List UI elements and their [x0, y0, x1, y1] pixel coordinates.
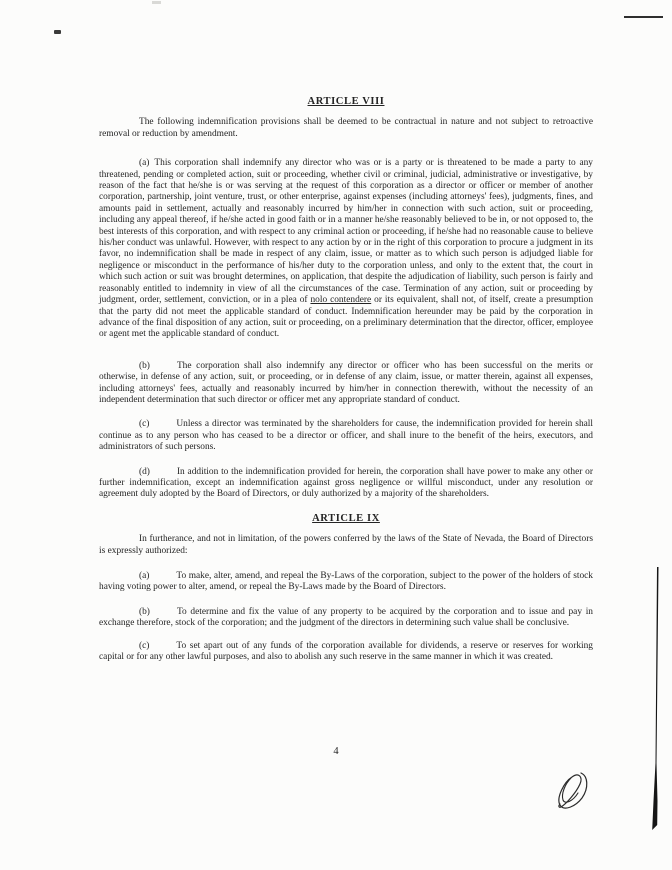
item-d-text: In addition to the indemnification provided for herein, the corporation shall have power to make any other or further indemnification, except an indemnification against gross negligence or willful misconduct, under any resolution or agreement duly adopted by the Board of Directors, or duly authorized by a majority of the shareholders.	[99, 466, 593, 500]
item-ix-a-text: To make, alter, amend, and repeal the By-Laws of the corporation, subject to the power of the holders of stock having voting power to alter, amend, or repeal the By-Laws made by the Board of Directors.	[99, 571, 593, 593]
item-c-text: Unless a director was terminated by the shareholders for cause, the indemnification provided for herein shall continue as to any person who has ceased to be a director or officer, and shall inure to the benefit of the heirs, executors, and administrators of such persons.	[99, 419, 593, 453]
item-b-text: The corporation shall also indemnify any director or officer who has been successful on the merits or otherwise, in defense of any action, suit, or proceeding, or in defense of any claim, issue, or matter therein, against all expenses, including attorneys' fees, actually and reasonably incurred by him/her in connection therewith, without the necessity of an independent determination that such director or officer met any appropriate standard of conduct.	[99, 360, 593, 405]
item-ix-b-text: To determine and fix the value of any property to be acquired by the corporation and to issue and pay in exchange therefore, stock of the corporation; and the judgment of the directors in determining such value shall be conclusive.	[99, 606, 593, 629]
item-label-d: (d)	[139, 466, 150, 477]
scan-artifact-smudge	[152, 1, 161, 4]
nolo-contendere-term: nolo contendere	[310, 295, 372, 306]
document-content	[99, 96, 593, 676]
page-number: 4	[333, 746, 339, 757]
item-label-ix-a: (a)	[139, 571, 150, 581]
article-ix-item-c	[99, 641, 593, 664]
article-viii-item-c	[99, 419, 593, 453]
item-label-c: (c)	[139, 419, 150, 430]
article-ix-item-b	[99, 607, 593, 630]
item-label-a: (a)	[139, 158, 150, 169]
item-ix-c-text: To set apart out of any funds of the corporation available for dividends, a reserve or reserves for working capital or for any other lawful purposes, and also to abolish any such reserve in the same manner in which it was created.	[99, 640, 593, 663]
handwritten-initials	[551, 767, 595, 817]
article-viii-heading: ARTICLE VIII	[307, 96, 385, 107]
item-a-text: This corporation shall indemnify any director who was or is a party or is threatened to be made a party to any threatened, pending or completed action, suit or proceeding, whether civil or criminal, judicial, administrative or investigative, by reason of the fact that he/she is or was serving at the request of this corporation as a director or officer or member of another corporation, partnership, joint venture, trust, or other enterprise, against expenses (including attorneys' fees), judgments, fines, and amounts paid in settlement, actually and reasonably incurred by him/her in connection with such action, suit or proceeding, including any appeal thereof, if he/she acted in good faith or in a manner he/she reasonably believed to be in, or not opposed to, the best interests of this corporation, and with respect to any criminal action or proceeding, if he/she had no reasonable cause to believe his/her conduct was unlawful. However, with respect to any action by or in the right of this corporation to procure a judgment in its favor, no indemnification shall be made in respect of any claim, issue, or matter as to which such person is adjudged liable for negligence or misconduct in the performance of his/her duty to the corporation unless, and only to the extent that, the court in which such action or suit was brought determines, on application, that despite the adjudication of liability, such person is fairly and reasonably entitled to indemnity in view of all the circumstances of the case. Termination of any action, suit or proceeding by judgment, order, settlement, conviction, or in a plea of	[99, 158, 593, 306]
item-a-text-continued: or its equivalent, shall not, of itself, create a presumption that the party did not meet the applicable standard of conduct. Indemnification hereunder may be paid by the corporation in advance of the final disposition of any action, suit or proceeding, on a preliminary determination that the director, officer, employee or agent met the applicable standard of conduct.	[99, 295, 594, 340]
article-ix-intro: In furtherance, and not in limitation, of the powers conferred by the laws of the State of Nevada, the Board of Directors is expressly authorized:	[99, 534, 593, 556]
article-viii-intro: The following indemnification provisions shall be deemed to be contractual in nature and not subject to retroactive removal or reduction by amendment.	[99, 117, 593, 139]
scan-artifact-edge-bar	[649, 567, 661, 833]
article-viii-item-b	[99, 361, 593, 407]
scan-artifact-top-line	[624, 16, 663, 18]
article-ix-item-a	[99, 571, 593, 594]
item-label-b: (b)	[139, 360, 150, 371]
article-viii-item-d	[99, 467, 593, 501]
article-viii-item-a	[99, 158, 593, 341]
item-label-ix-c: (c)	[139, 640, 150, 651]
article-ix-heading: ARTICLE IX	[312, 512, 380, 524]
item-label-ix-b: (b)	[139, 606, 150, 617]
scan-artifact-dash	[54, 30, 61, 34]
